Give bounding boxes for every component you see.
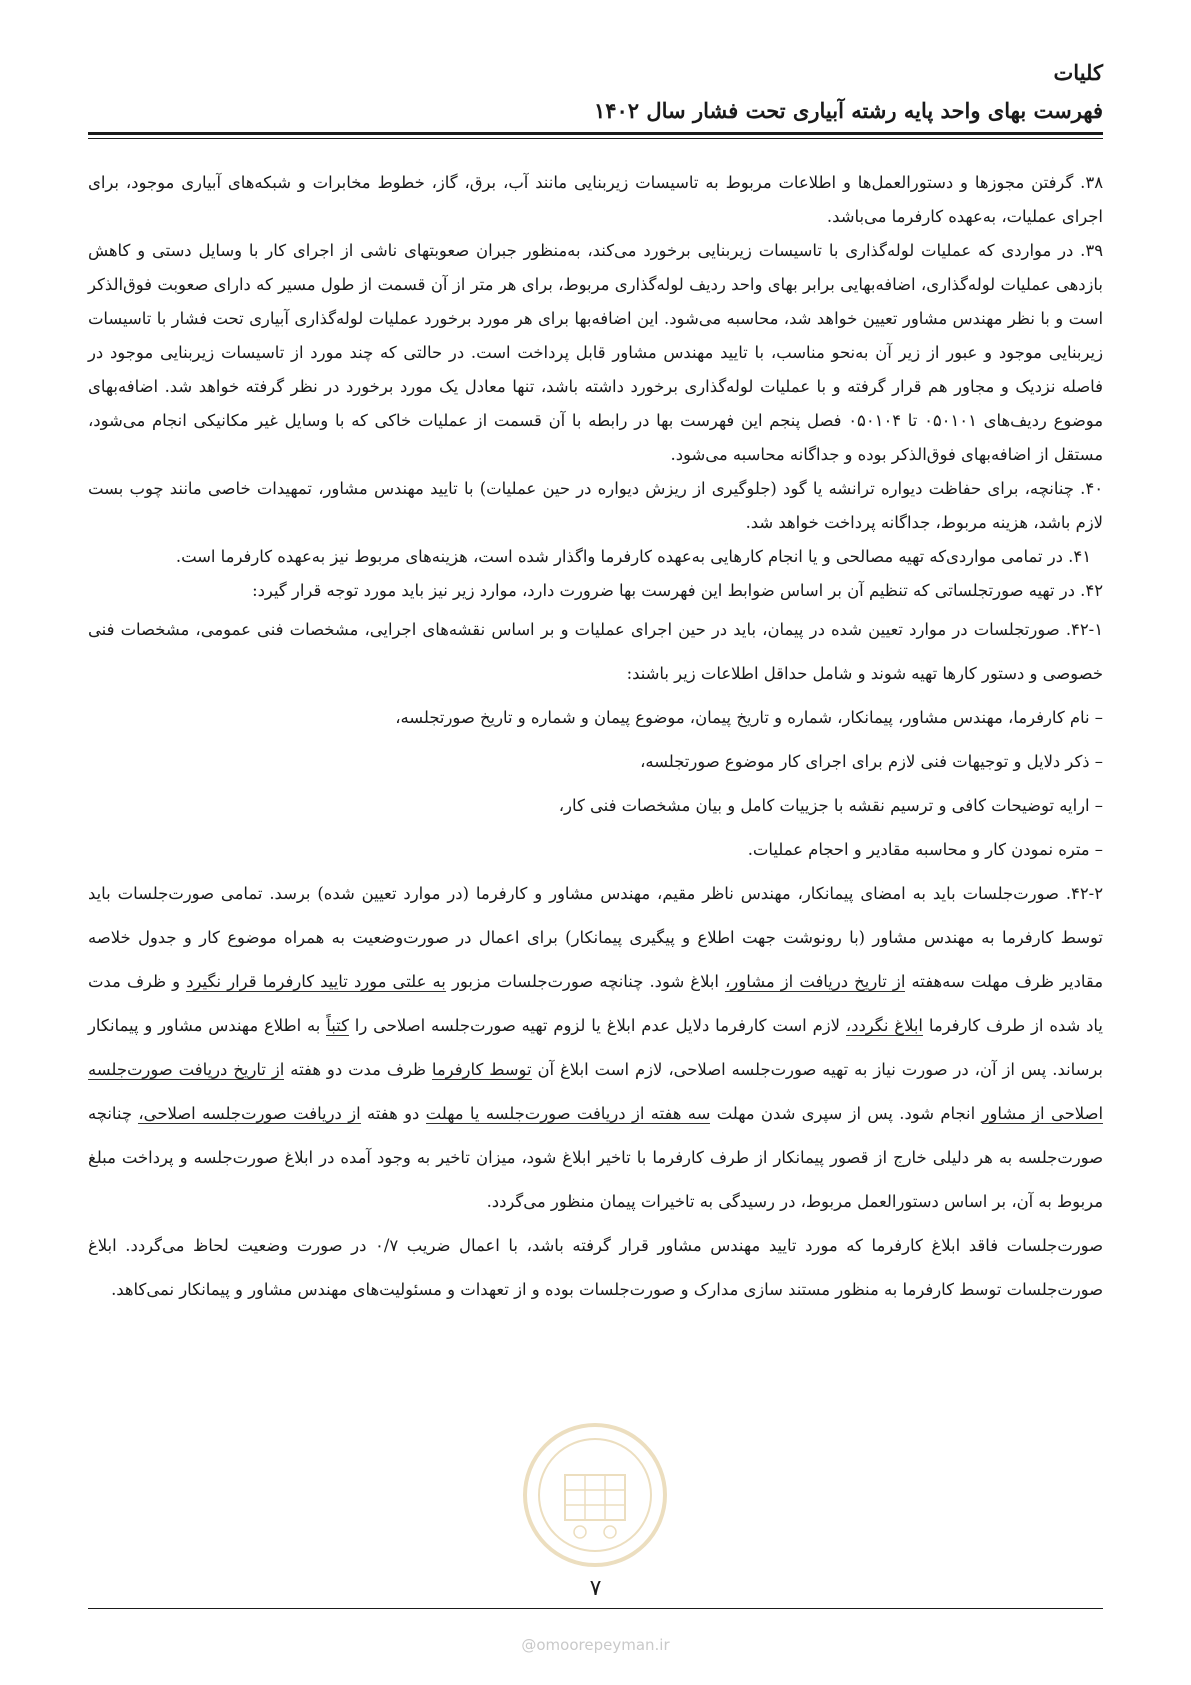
bullet-item: – ذکر دلایل و توجیهات فنی لازم برای اجرای کار موضوع صورتجلسه، <box>640 752 1103 771</box>
header-rule-thick <box>88 132 1103 135</box>
text-run: انجام شود. پس از سپری شدن مهلت <box>710 1104 982 1123</box>
text-run: لازم است کارفرما دلایل عدم ابلاغ یا لزوم تهیه صورت‌جلسه اصلاحی را <box>348 1016 846 1035</box>
text-run: ۴۲-۲. صورت‌جلسات باید به امضای پیمانکار، مهندس ناظر مقیم، مهندس مشاور و کارفرما (در موارد تعیین شده) برسد. تمامی صورت‌جلسات باید توسط کارفرما به مهندس مشاور (با رونوشت جهت اطلاع و پیگیری پیمانکار) برای اعمال در صورت‌وضعیت به همراه موضوع کار و جدول خلاصه مقادیر ظرف مهلت سه‌هفته <box>88 884 1103 991</box>
text-run: ظرف مدت دو هفته <box>284 1060 432 1079</box>
underlined-text: به علتی مورد تایید کارفرما قرار نگیرد <box>186 972 446 991</box>
underlined-text: از تاریخ دریافت از مشاور، <box>725 972 906 991</box>
underlined-text: ابلاغ نگردد، <box>845 1016 923 1035</box>
header-rule-thin <box>88 138 1103 139</box>
underlined-text: توسط کارفرما <box>431 1060 532 1079</box>
document-body <box>88 166 1103 1312</box>
page-header <box>88 58 1103 126</box>
bullet-item: – ارایه توضیحات کافی و ترسیم نقشه با جزییات کامل و بیان مشخصات فنی کار، <box>558 796 1103 815</box>
underlined-text: کتباً <box>326 1016 349 1035</box>
page-number: ۷ <box>589 1576 602 1601</box>
seal-watermark-icon <box>520 1420 670 1570</box>
bullet-item: – متره نمودن کار و محاسبه مقادیر و احجام عملیات. <box>747 840 1103 859</box>
text-run: به اطلاع مهندس مشاور و پیمانکار برساند. پس از آن، در صورت نیاز به تهیه صورت‌جلسه اصلاحی، لازم است ابلاغ آن <box>88 1016 1103 1079</box>
underlined-text: از تاریخ دریافت صورت‌جلسه اصلاحی از مشاور <box>88 1060 1104 1123</box>
clause-41: ۴۱. در تمامی مواردی‌که تهیه مصالحی و یا انجام کارهایی به‌عهده کارفرما واگذار شده است، هزینه‌های مربوط نیز به‌عهده کارفرما است. <box>175 547 1091 566</box>
text-run: دو هفته <box>360 1104 426 1123</box>
watermark-url: @omoorepeyman.ir <box>521 1636 670 1654</box>
document-title: فهرست بهای واحد پایه رشته آبیاری تحت فشار سال ۱۴۰۲ <box>593 98 1103 123</box>
bullet-item: – نام کارفرما، مهندس مشاور، پیمانکار، شماره و تاریخ پیمان، موضوع پیمان و شماره و تاریخ صورتجلسه، <box>395 708 1103 727</box>
footer-rule <box>88 1608 1103 1609</box>
clause-42: ۴۲. در تهیه صورتجلساتی که تنظیم آن بر اساس ضوابط این فهرست بها ضرورت دارد، موارد زیر نیز باید مورد توجه قرار گیرد: <box>252 581 1103 600</box>
text-run: چنانچه صورت‌جلسه به هر دلیلی خارج از قصور پیمانکار از طرف کارفرما با تاخیر ابلاغ شود، میزان تاخیر به وجود آمده در ابلاغ صورت‌جلسه و پرداخت مبلغ مربوط به آن، بر اساس دستورالعمل مربوط، در رسیدگی به تاخیرات پیمان منظور می‌گردد. <box>88 1104 1103 1211</box>
text-run: ابلاغ شود. چنانچه صورت‌جلسات مزبور <box>445 972 726 991</box>
clause-40: ۴۰. چنانچه، برای حفاظت دیواره ترانشه یا گود (جلوگیری از ریزش دیواره در حین عملیات) با تایید مهندس مشاور، تمهیدات خاصی مانند چوب بست لازم باشد، هزینه مربوط، جداگانه پرداخت خواهد شد. <box>88 479 1103 532</box>
section-title: کلیات <box>1053 60 1103 85</box>
underlined-text: از دریافت صورت‌جلسه اصلاحی، <box>138 1104 361 1123</box>
clause-42-1: ۴۲-۱. صورتجلسات در موارد تعیین شده در پیمان، باید در حین اجرای عملیات و بر اساس نقشه‌های اجرایی، مشخصات فنی عمومی، مشخصات فنی خصوصی و دستور کارها تهیه شوند و شامل حداقل اطلاعات زیر باشند: <box>88 620 1103 683</box>
underlined-text: سه هفته از دریافت صورت‌جلسه یا مهلت <box>425 1104 711 1123</box>
clause-38: ۳۸. گرفتن مجوزها و دستورالعمل‌ها و اطلاعات مربوط به تاسیسات زیربنایی مانند آب، برق، گاز، خطوط مخابرات و شبکه‌های آبیاری موجود، برای اجرای عملیات، به‌عهده کارفرما می‌باشد. <box>88 173 1103 226</box>
clause-39: ۳۹. در مواردی که عملیات لوله‌گذاری با تاسیسات زیربنایی برخورد می‌کند، به‌منظور جبران صعوبتهای ناشی از اجرای کار با وسایل دستی و کاهش بازدهی عملیات لوله‌گذاری، اضافه‌بهایی برابر بهای واحد ردیف لوله‌گذاری مربوط، برای هر متر از آن قسمت از طول مسیر که دارای صعوبت فوق‌الذکر است و با نظر مهندس مشاور تعیین خواهد شد، محاسبه می‌شود. این اضافه‌بها برای هر مورد برخورد عملیات لوله‌گذاری آبیاری تحت فشار با تاسیسات زیربنایی موجود و عبور از زیر آن به‌نحو مناسب، با تایید مهندس مشاور قابل پرداخت است. در حالتی که چند مورد از تاسیسات زیربنایی موجود در فاصله نزدیک و مجاور هم قرار گرفته و با عملیات لوله‌گذاری برخورد داشته باشد، تنها معادل یک مورد برخورد در نظر گرفته خواهد شد. اضافه‌بهای موضوع ردیف‌های ۰۵۰۱۰۱ تا ۰۵۰۱۰۴ فصل پنجم این فهرست بها در رابطه با آن قسمت از عملیات خاکی که با وسایل غیر مکانیکی انجام می‌شود، مستقل از اضافه‌بهای فوق‌الذکر بوده و جداگانه محاسبه می‌شود. <box>88 241 1103 464</box>
text-run: و ظرف مدت یاد شده از طرف کارفرما <box>88 972 1103 1035</box>
closing-paragraph: صورت‌جلسات فاقد ابلاغ کارفرما که مورد تایید مهندس مشاور قرار گرفته باشد، با اعمال ضریب ۰/۷ در صورت وضعیت لحاظ می‌گردد. ابلاغ صورت‌جلسات توسط کارفرما به منظور مستند سازی مدارک و صورت‌جلسات بوده و از تعهدات و مسئولیت‌های مهندس مشاور و پیمانکار نمی‌کاهد. <box>88 1236 1103 1299</box>
clause-42-2 <box>88 872 1103 1224</box>
